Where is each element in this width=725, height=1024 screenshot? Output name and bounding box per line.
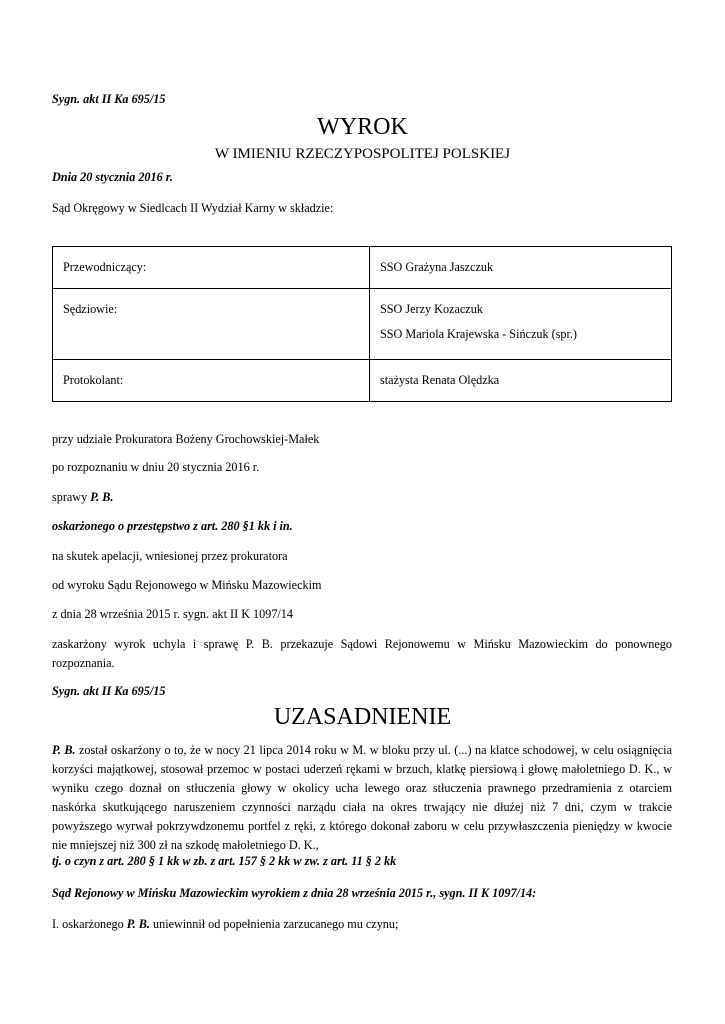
court-composition: Sąd Okręgowy w Siedlcach II Wydział Karny w składzie: bbox=[52, 201, 334, 215]
facts-paragraph bbox=[52, 741, 672, 855]
point-prefix: I. oskarżonego bbox=[52, 917, 127, 931]
case-signature: Sygn. akt II Ka 695/15 bbox=[52, 92, 166, 106]
panel-name: SSO Mariola Krajewska - Sińczuk (spr.) bbox=[380, 327, 577, 341]
lower-court-line: Sąd Rejonowy w Mińsku Mazowieckim wyrokiem z dnia 28 września 2015 r., sygn. II K 1097/14: bbox=[52, 886, 537, 900]
panel-name: SSO Grażyna Jaszczuk bbox=[380, 260, 494, 274]
ruling-paragraph: zaskarżony wyrok uchyla i sprawę P. B. przekazuje Sądowi Rejonowemu w Mińsku Mazowieckim do ponownego rozpoznania. bbox=[52, 637, 672, 670]
panel-row-judges bbox=[53, 289, 672, 360]
panel-row-presiding bbox=[53, 247, 672, 289]
panel-table bbox=[52, 246, 672, 402]
panel-role: Sędziowie: bbox=[63, 302, 118, 316]
point-name: P. B. bbox=[126, 917, 150, 931]
charge-line: oskarżonego o przestępstwo z art. 280 §1 kk i in. bbox=[52, 519, 293, 533]
prosecutor-line: przy udziale Prokuratora Bożeny Grochowskiej-Małek bbox=[52, 432, 320, 446]
lower-judgment-line: od wyroku Sądu Rejonowego w Mińsku Mazowieckim bbox=[52, 578, 322, 592]
appeal-line: na skutek apelacji, wniesionej przez prokuratora bbox=[52, 549, 288, 563]
case-line bbox=[52, 490, 113, 505]
legal-qualification: tj. o czyn z art. 280 § 1 kk w zb. z art. 157 § 2 kk w zw. z art. 11 § 2 kk bbox=[52, 854, 397, 868]
panel-role: Protokolant: bbox=[63, 373, 124, 387]
facts-text: został oskarżony o to, że w nocy 21 lipca 2014 roku w M. w bloku przy ul. (...) na klatce schodowej, w celu osiągnięcia korzyści majątkowej, stosował przemoc w postaci uderzeń rękami w brzuch, klatkę piersiową i głowę małoletniego D. K., w wyniku czego doznał on stłuczenia głowy w okolicy ucha lewego oraz stłuczenia prawnego przedramienia z otarciem naskórka skutkującego naruszeniem czynności narządu ciała na okres trwający nie dłużej niż 7 dni, czym w trakcie powyższego wyrwał pokrzywdzonemu portfel z ręki, z którego dokonał zaboru w celu przywłaszczenia pieniędzy w kwocie nie mniejszej niż 300 zł na szkodę małoletniego D. K., bbox=[52, 743, 672, 852]
panel-name: stażysta Renata Olędzka bbox=[380, 373, 500, 387]
judgment-date: Dnia 20 stycznia 2016 r. bbox=[52, 170, 173, 184]
case-prefix: sprawy bbox=[52, 490, 91, 504]
justification-title: UZASADNIENIE bbox=[273, 704, 452, 730]
document-title: WYROK bbox=[317, 114, 408, 140]
panel-name: SSO Jerzy Kozaczuk bbox=[380, 302, 483, 316]
lower-judgment-date: z dnia 28 września 2015 r. sygn. akt II K 1097/14 bbox=[52, 607, 293, 621]
hearing-line: po rozpoznaniu w dniu 20 stycznia 2016 r. bbox=[52, 460, 260, 474]
verdict-point-1 bbox=[52, 917, 398, 932]
panel-row-recorder bbox=[53, 360, 672, 402]
panel-role: Przewodniczący: bbox=[63, 260, 147, 274]
point-text: uniewinnił od popełnienia zarzucanego mu czynu; bbox=[149, 917, 399, 931]
case-name: P. B. bbox=[90, 490, 114, 504]
document-subtitle: W IMIENIU RZECZYPOSPOLITEJ POLSKIEJ bbox=[214, 146, 511, 162]
justification-signature: Sygn. akt II Ka 695/15 bbox=[52, 684, 166, 698]
accused-name: P. B. bbox=[52, 743, 76, 757]
